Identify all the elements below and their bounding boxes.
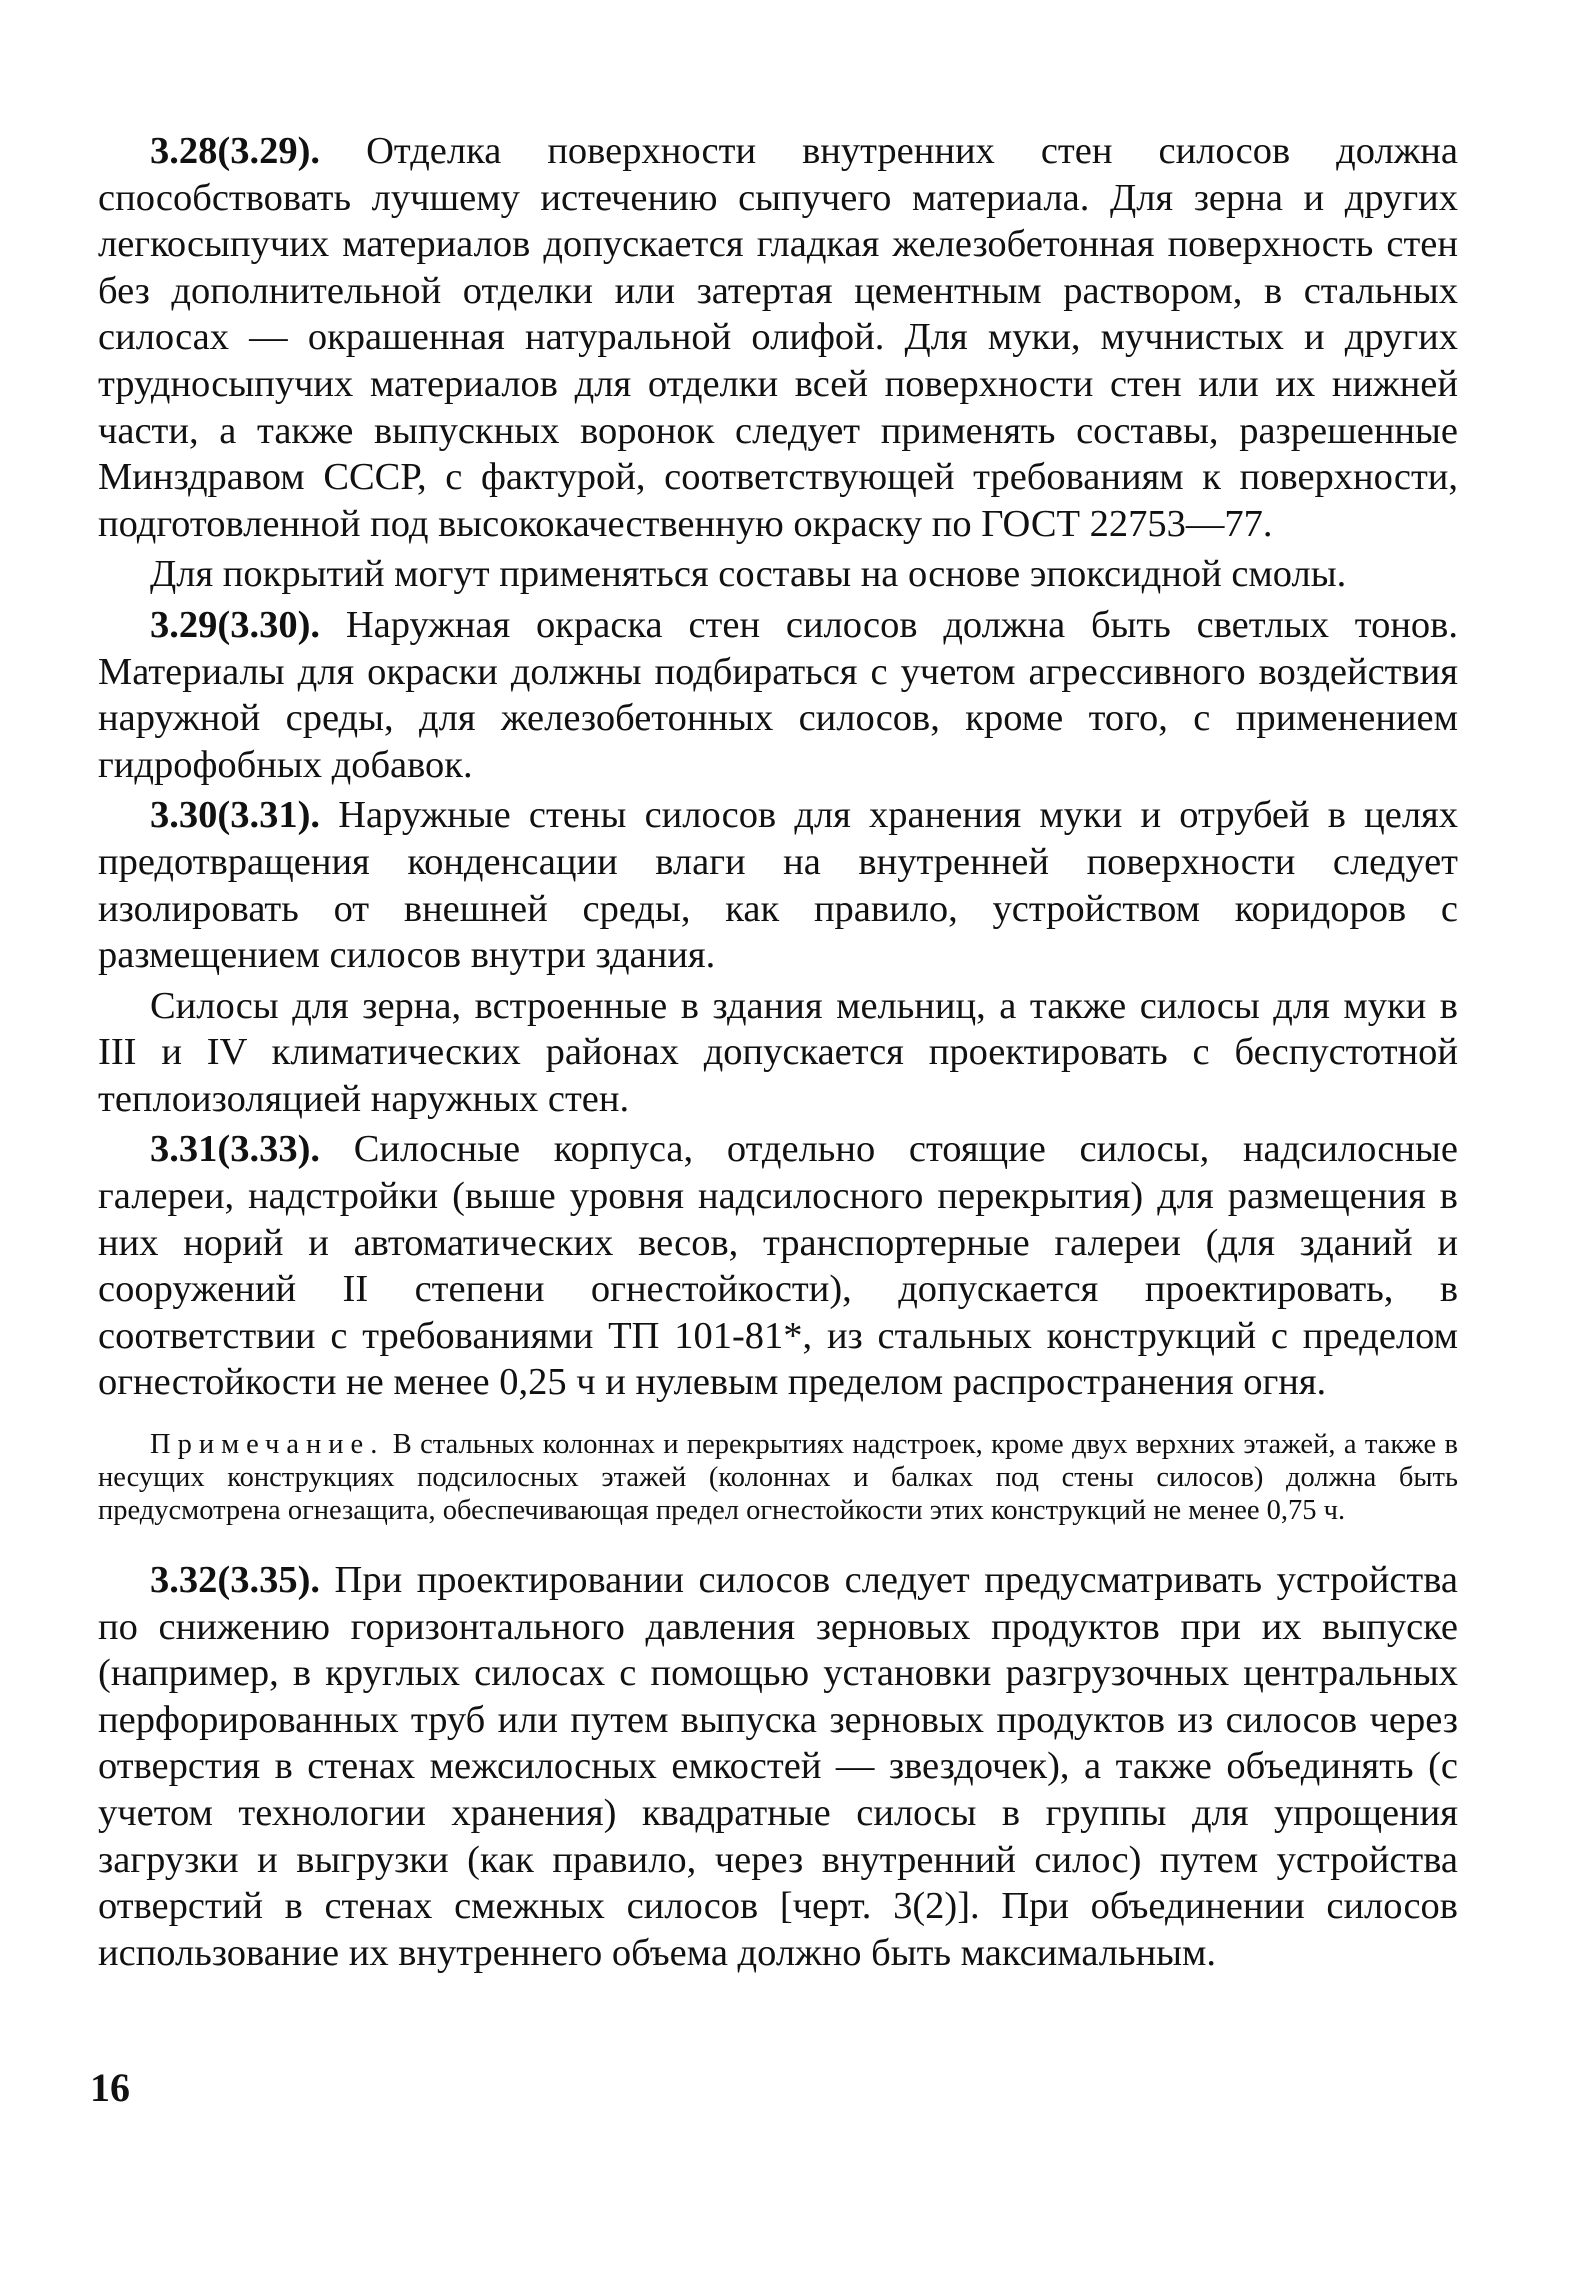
- clause-number: 3.28(3.29).: [150, 130, 321, 172]
- paragraph-3-30: [98, 792, 1458, 978]
- paragraph-3-29: [98, 602, 1458, 788]
- paragraph-text: Отделка поверхности внутренних стен силосов должна способствовать лучшему истечению сыпучего материала. Для зерна и других легкосыпучих материалов допускается гладкая железобетонная поверхность стен без дополнительной отделки или затертая цементным раствором, в стальных силосах — окрашенная натуральной олифой. Для муки, мучнистых и других трудносыпучих материалов для отделки всей поверхности стен или их нижней части, а также выпускных воронок следует применять составы, разрешенные Минздравом СССР, с фактурой, соответствующей требованиям к поверхности, подготовленной под высококачественную окраску по ГОСТ 22753—77.: [98, 130, 1458, 545]
- paragraph-text: Силосы для зерна, встроенные в здания мельниц, а также силосы для муки в III и IV климатических районах допускается проектировать с беспустотной теплоизоляцией наружных стен.: [98, 984, 1458, 1120]
- paragraph-text: Наружная окраска стен силосов должна быть светлых тонов. Материалы для окраски должны подбираться с учетом агрессивного воздействия наружной среды, для железобетонных силосов, кроме того, с применением гидрофобных добавок.: [98, 603, 1458, 786]
- paragraph-text: При проектировании силосов следует предусматривать устройства по снижению горизонтального давления зерновых продуктов при их выпуске (например, в круглых силосах с помощью установки разгрузочных центральных перфорированных труб или путем выпуска зерновых продуктов из силосов через отверстия в стенах межсилосных емкостей — звездочек), а также объединять (с учетом технологии хранения) квадратные силосы в группы для упрощения загрузки и выгрузки (как правило, через внутренний силос) путем устройства отверстий в стенах смежных силосов [черт. 3(2)]. При объединении силосов использование их внутреннего объема должно быть максимальным.: [98, 1559, 1458, 1974]
- note-label: Примечание.: [150, 1429, 385, 1461]
- page-number: 16: [90, 2065, 130, 2110]
- clause-number: 3.29(3.30).: [150, 603, 321, 646]
- paragraph-text: Для покрытий могут применяться составы на основе эпоксидной смолы.: [150, 553, 1347, 596]
- paragraph-text: Силосные корпуса, отдельно стоящие силосы, надсилосные галереи, надстройки (выше уровня надсилосного перекрытия) для размещения в них норий и автоматических весов, транспортерные галереи (для зданий и сооружений II степени огнестойкости), допускается проектировать, в соответствии с требованиями ТП 101-81*, из стальных конструкций с пределом огнестойкости не менее 0,25 ч и нулевым пределом распространения огня.: [98, 1128, 1458, 1404]
- paragraph-3-32: [98, 1557, 1458, 1976]
- paragraph-3-28: [98, 128, 1458, 547]
- note-text: В стальных колоннах и перекрытиях надстроек, кроме двух верхних этажей, а также в несущих конструкциях подсилосных этажей (колоннах и балках под стены силосов) должна быть предусмотрена огнезащита, обеспечивающая предел огнестойкости этих конструкций не менее 0,75 ч.: [98, 1429, 1458, 1527]
- clause-number: 3.32(3.35).: [150, 1559, 321, 1602]
- clause-number: 3.30(3.31).: [150, 794, 321, 837]
- paragraph-text: Наружные стены силосов для хранения муки и отрубей в целях предотвращения конденсации влаги на внутренней поверхности следует изолировать от внешней среды, как правило, устройством коридоров с размещением силосов внутри здания.: [98, 794, 1458, 977]
- paragraph-3-31: [98, 1126, 1458, 1406]
- paragraph-coatings: [98, 551, 1458, 598]
- clause-number: 3.31(3.33).: [150, 1128, 321, 1171]
- body-text: [98, 128, 1458, 1976]
- paragraph-grain-silos: [98, 983, 1458, 1123]
- note: [98, 1428, 1458, 1527]
